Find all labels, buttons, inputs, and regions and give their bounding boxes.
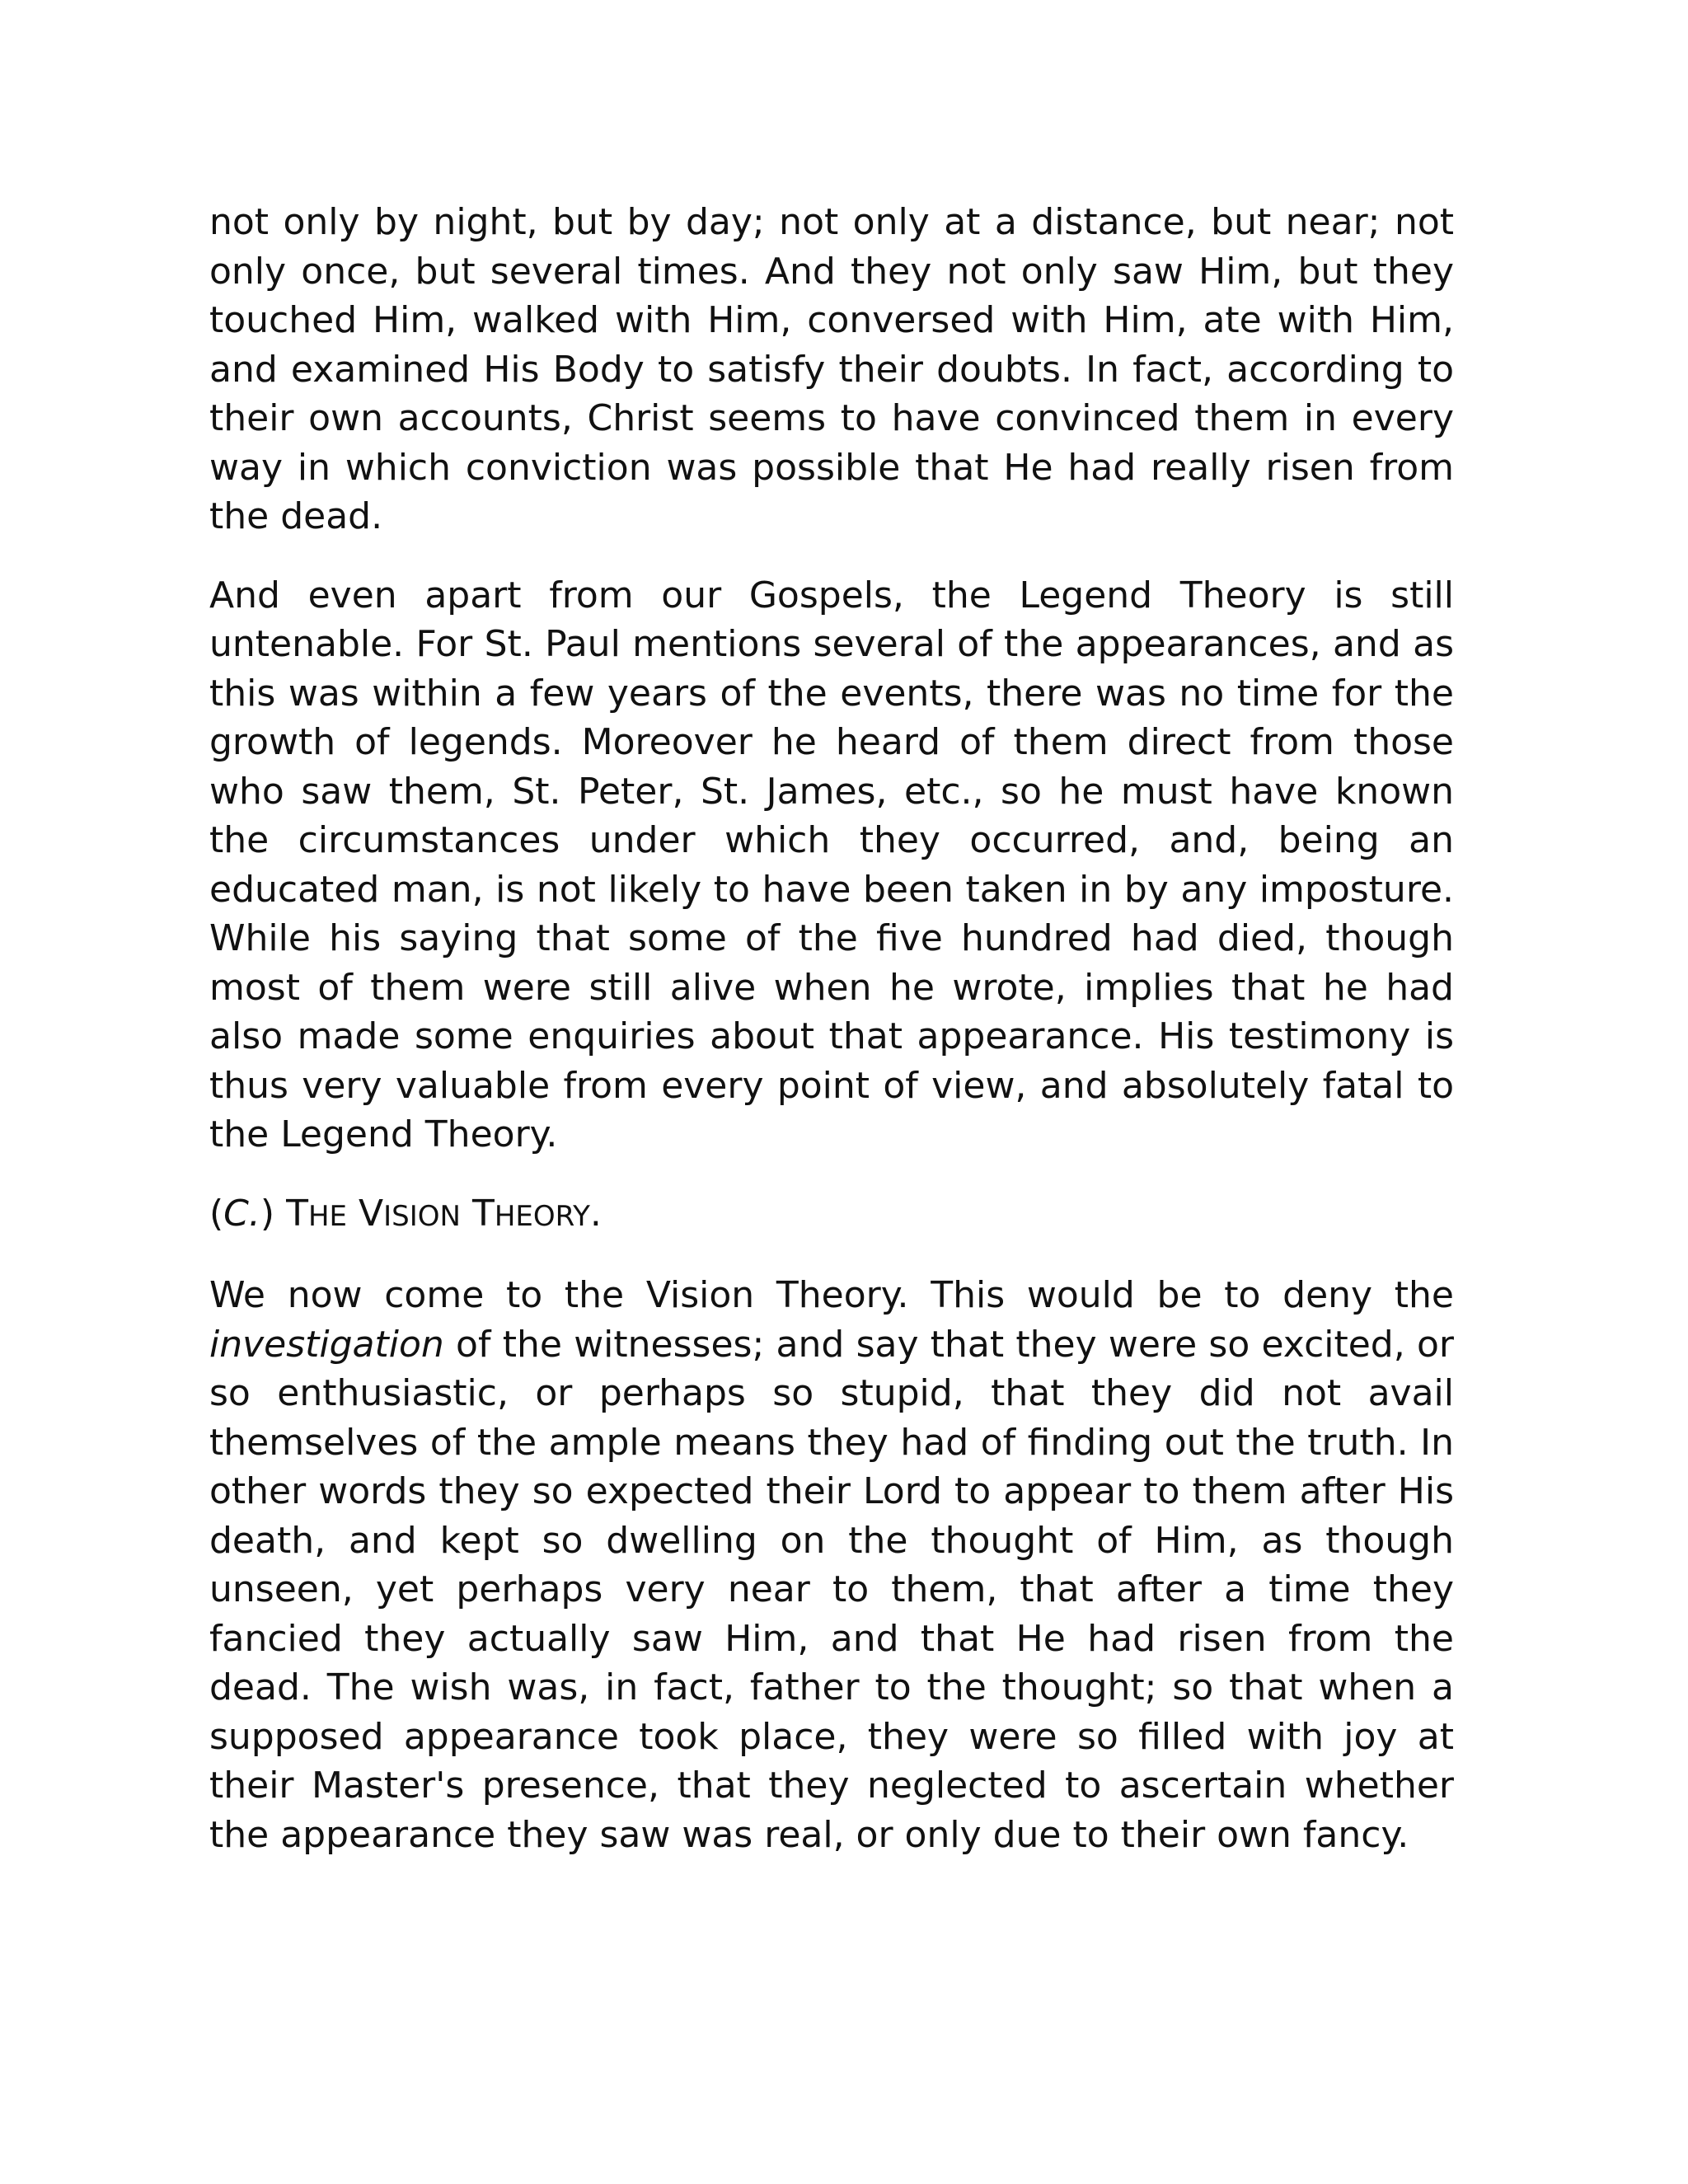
heading-word-vision-initial: V [359,1192,384,1235]
paragraph-appearances: not only by night, but by day; not only at a distance, but near; not only once, but several times. And they not only saw Him, but they touched Him, walked with Him, conversed with Him, ate with Him, and examined His Body to satisfy their doubts. In fact, according to their own accounts, Christ seems to have convinced them in every way in which conviction was possible that He had really risen from the dead. [209,201,1454,537]
heading-word-the-rest: HE [307,1199,348,1233]
heading-period: . [589,1192,602,1235]
heading-letter: C. [223,1192,260,1235]
section-heading-vision-theory [209,1189,1454,1242]
heading-word-the-initial: T [286,1192,308,1235]
paragraph-vision-theory [209,1271,1454,1859]
heading-word-vision-rest: ISION [383,1199,461,1233]
paragraph-legend-theory: And even apart from our Gospels, the Legend Theory is still untenable. For St. Paul mentions several of the appearances, and as this was within a few years of the events, there was no time for the growth of legends. Moreover he heard of them direct from those who saw them, St. Peter, St. James, etc., so he must have known the circumstances under which they occurred, and, being an educated man, is not likely to have been taken in by any imposture. While his saying that some of the five hundred had died, though most of them were still alive when he wrote, implies that he had also made some enquiries about that appearance. His testimony is thus very valuable from every point of view, and absolutely fatal to the Legend Theory. [209,574,1454,1155]
paragraph-vision-text-end: of the witnesses; and say that they were so excited, or so enthusiastic, or perhaps so stupid, that they did not avail themselves of the ample means they had of finding out the truth. In other words they so expected their Lord to appear to them after His death, and kept so dwelling on the thought of Him, as though unseen, yet perhaps very near to them, that after a time they fancied they actually saw Him, and that He had risen from the dead. The wish was, in fact, father to the thought; so that when a supposed appearance took place, they were so filled with joy at their Master's presence, that they neglected to ascertain whether the appearance they saw was real, or only due to their own fancy. [209,1323,1454,1856]
heading-open-paren: ( [209,1192,224,1235]
heading-word-theory-initial: T [471,1192,495,1235]
paragraph-vision-italic-word: investigation [209,1323,444,1366]
document-page [209,198,1454,1889]
heading-close-paren: ) [260,1192,275,1235]
paragraph-vision-text-start: We now come to the Vision Theory. This would be to deny the [209,1274,1454,1316]
heading-word-theory-rest: HEORY [494,1199,590,1233]
